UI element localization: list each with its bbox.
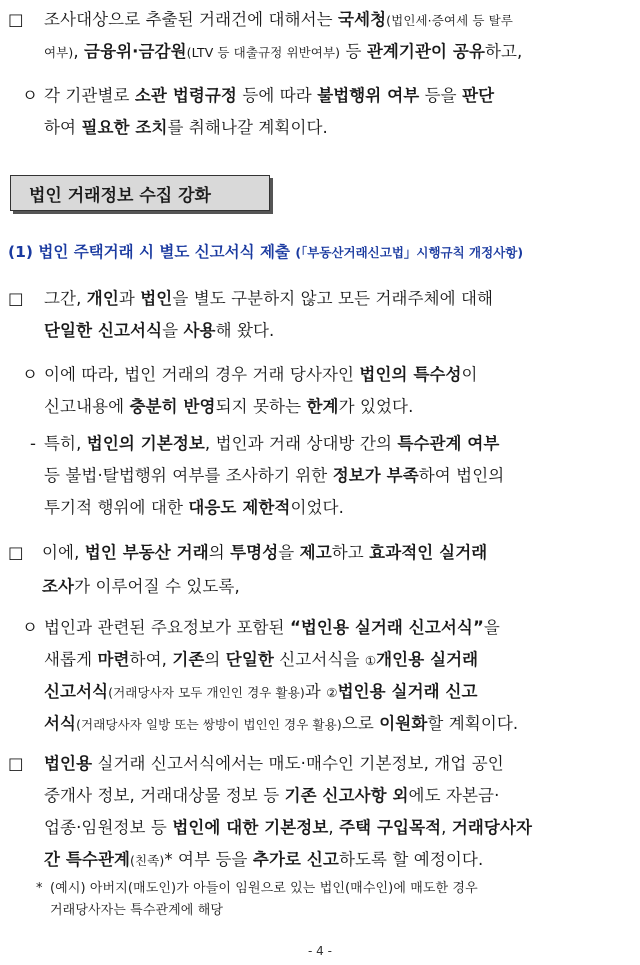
paragraph-b4 bbox=[0, 359, 640, 423]
text-run: 제고 bbox=[299, 543, 332, 562]
line-text bbox=[44, 844, 640, 877]
text-run: 서식 bbox=[44, 714, 77, 733]
text-run: 가 이루어질 수 있도록, bbox=[74, 577, 240, 596]
line bbox=[0, 676, 640, 708]
line-text bbox=[44, 780, 640, 812]
line bbox=[0, 708, 640, 740]
paragraph-b1 bbox=[0, 4, 640, 68]
text-run: 신고서식 bbox=[44, 682, 109, 701]
line bbox=[0, 80, 640, 112]
line-text bbox=[44, 36, 640, 69]
text-run: 특히, bbox=[44, 434, 87, 453]
text-run: 투명성 bbox=[230, 543, 279, 562]
text-run: 을 bbox=[278, 543, 300, 562]
bullet-marker: □ bbox=[8, 10, 24, 29]
text-run: 조사 bbox=[42, 577, 75, 596]
text-run: 하여 bbox=[44, 118, 82, 137]
line bbox=[0, 536, 640, 570]
text-run: 신고서식을 bbox=[273, 650, 365, 669]
paragraph-b6 bbox=[0, 536, 640, 604]
text-run: 단일한 bbox=[225, 650, 274, 669]
paragraph-b8 bbox=[0, 748, 640, 876]
line-text bbox=[50, 900, 640, 922]
line-text bbox=[44, 748, 640, 780]
text-run: 과 bbox=[304, 682, 327, 701]
text-run: 그간, bbox=[44, 289, 87, 308]
line-text bbox=[44, 676, 640, 709]
text-run: 실거래 신고서식에서는 매도·매수인 기본정보, 개업 공인 bbox=[92, 754, 504, 773]
text-run: 을 bbox=[483, 618, 500, 637]
text-run: (법인세·증여세 등 탈루 bbox=[386, 13, 513, 28]
line-text bbox=[44, 644, 640, 677]
text-run: 에도 자본금· bbox=[408, 786, 500, 805]
paragraph-b2 bbox=[0, 80, 640, 144]
text-run: 투기적 행위에 대한 bbox=[44, 498, 189, 517]
text-run: “법인용 실거래 신고서식” bbox=[289, 618, 484, 637]
text-run: 과 bbox=[118, 289, 141, 308]
text-run: 기존 bbox=[172, 650, 205, 669]
line bbox=[0, 612, 640, 644]
bullet-marker: - bbox=[30, 434, 36, 453]
text-run: 으로 bbox=[341, 714, 380, 733]
line-text bbox=[44, 812, 640, 844]
text-run: 추가로 신고 bbox=[252, 850, 339, 869]
bullet-marker: □ bbox=[8, 754, 24, 773]
text-run: , bbox=[328, 818, 340, 837]
text-run: 등에 따라 bbox=[236, 86, 318, 105]
line bbox=[0, 812, 640, 844]
text-run: , 법인과 거래 상대방 간의 bbox=[204, 434, 398, 453]
line bbox=[0, 878, 640, 900]
text-run: 를 취해나갈 계획이다. bbox=[167, 118, 328, 137]
text-run: 법인 부동산 거래 bbox=[84, 543, 209, 562]
text-run: 거래당사자는 특수관계에 해당 bbox=[50, 903, 224, 918]
text-run: 하고 bbox=[331, 543, 370, 562]
text-run: 불법행위 여부 bbox=[317, 86, 420, 105]
text-run: 단일한 신고서식 bbox=[44, 321, 163, 340]
line bbox=[0, 492, 640, 524]
text-run: 법인용 bbox=[44, 754, 93, 773]
bullet-marker: ㅇ bbox=[22, 86, 38, 105]
line bbox=[0, 844, 640, 876]
line-text bbox=[50, 878, 640, 900]
text-run: 해 왔다. bbox=[215, 321, 275, 340]
text-run: 개인 bbox=[86, 289, 119, 308]
bullet-marker: ㅇ bbox=[22, 618, 38, 637]
line-text bbox=[44, 708, 640, 741]
text-run: 이었다. bbox=[290, 498, 344, 517]
text-run: 등 불법·탈법행위 여부를 조사하기 위한 bbox=[44, 466, 333, 485]
text-run: 개인용 실거래 bbox=[376, 650, 479, 669]
text-run: 마련 bbox=[97, 650, 130, 669]
text-run: 가 있었다. bbox=[338, 397, 414, 416]
text-run: ① bbox=[364, 653, 377, 668]
text-run: 거래당사자 bbox=[451, 818, 533, 837]
text-run: 법인용 실거래 신고 bbox=[337, 682, 478, 701]
text-run: 이에 따라, 법인 거래의 경우 거래 당사자인 bbox=[44, 365, 360, 384]
text-run: (LTV 등 대출규정 위반여부) bbox=[186, 45, 341, 60]
line bbox=[0, 36, 640, 68]
line bbox=[0, 391, 640, 423]
line bbox=[0, 428, 640, 460]
text-run: (예시) 아버지(매도인)가 아들이 임원으로 있는 법인(매수인)에 매도한 경우 bbox=[50, 881, 478, 896]
bullet-marker: * bbox=[36, 881, 43, 896]
line-text bbox=[44, 460, 640, 492]
line-text bbox=[44, 612, 640, 644]
text-run: 하여, bbox=[129, 650, 173, 669]
heading-sub: (「부동산거래신고법」시행규칙 개정사항) bbox=[295, 245, 524, 260]
text-run: 법인 bbox=[140, 289, 173, 308]
text-run: , bbox=[441, 818, 452, 837]
paragraph-b7 bbox=[0, 612, 640, 740]
text-run: 등을 bbox=[419, 86, 463, 105]
text-run: 법인의 특수성 bbox=[359, 365, 462, 384]
line bbox=[0, 570, 640, 604]
text-run: 금융위·금감원 bbox=[84, 42, 187, 61]
subsection-heading bbox=[8, 240, 638, 262]
text-run: , bbox=[73, 42, 85, 61]
section-title-box bbox=[10, 175, 270, 211]
line bbox=[0, 460, 640, 492]
text-run: (친족) bbox=[130, 853, 165, 868]
paragraph-b5 bbox=[0, 428, 640, 524]
text-run: 중개사 정보, 거래대상물 정보 등 bbox=[44, 786, 285, 805]
text-run: 소관 법령규정 bbox=[134, 86, 237, 105]
text-run: 법인에 대한 기본정보 bbox=[172, 818, 329, 837]
text-run: 새롭게 bbox=[44, 650, 98, 669]
line-text bbox=[44, 112, 640, 144]
text-run: 이원화 bbox=[379, 714, 428, 733]
text-run: 국세청 bbox=[338, 10, 387, 29]
line-text bbox=[44, 492, 640, 524]
text-run: (거래당사자 일방 또는 쌍방이 법인인 경우 활용) bbox=[76, 717, 342, 732]
text-run: 을 별도 구분하지 않고 모든 거래주체에 대해 bbox=[172, 289, 494, 308]
text-run: 정보가 부족 bbox=[332, 466, 419, 485]
text-run: * 여부 등을 bbox=[164, 850, 253, 869]
text-run: 업종·임원정보 등 bbox=[44, 818, 173, 837]
line-text bbox=[44, 391, 640, 423]
text-run: 효과적인 실거래 bbox=[369, 543, 488, 562]
text-run: 하도록 할 예정이다. bbox=[338, 850, 484, 869]
text-run: 등 bbox=[340, 42, 367, 61]
text-run: 할 계획이다. bbox=[427, 714, 519, 733]
text-run: 되지 못하는 bbox=[215, 397, 307, 416]
text-run: 신고내용에 bbox=[44, 397, 130, 416]
line bbox=[0, 748, 640, 780]
line-text bbox=[42, 570, 640, 604]
line bbox=[0, 283, 640, 315]
line bbox=[0, 780, 640, 812]
text-run: 사용 bbox=[183, 321, 216, 340]
section-title: 법인 거래정보 수집 강화 bbox=[29, 186, 211, 206]
line-text bbox=[44, 315, 640, 347]
line-text bbox=[42, 536, 640, 570]
text-run: 주택 구입목적 bbox=[339, 818, 442, 837]
text-run: 특수관계 여부 bbox=[397, 434, 500, 453]
footnote bbox=[0, 878, 640, 922]
line bbox=[0, 112, 640, 144]
text-run: 각 기관별로 bbox=[44, 86, 135, 105]
text-run: 하고, bbox=[484, 42, 523, 61]
line-text bbox=[44, 359, 640, 391]
text-run: 충분히 반영 bbox=[129, 397, 216, 416]
text-run: 대응도 제한적 bbox=[188, 498, 291, 517]
paragraph-b3 bbox=[0, 283, 640, 347]
text-run: 을 bbox=[162, 321, 184, 340]
bullet-marker: ㅇ bbox=[22, 365, 38, 384]
text-run: 조사대상으로 추출된 거래건에 대해서는 bbox=[44, 10, 339, 29]
text-run: 하여 법인의 bbox=[418, 466, 505, 485]
text-run: 법인과 관련된 주요정보가 포함된 bbox=[44, 618, 290, 637]
text-run: (거래당사자 모두 개인인 경우 활용) bbox=[108, 685, 305, 700]
line-text bbox=[44, 4, 640, 37]
text-run: 간 특수관계 bbox=[44, 850, 131, 869]
line-text bbox=[44, 428, 640, 460]
text-run: 의 bbox=[208, 543, 231, 562]
text-run: 기존 신고사항 외 bbox=[284, 786, 409, 805]
page-number: - 4 - bbox=[308, 944, 332, 958]
line bbox=[0, 359, 640, 391]
text-run: 이 bbox=[461, 365, 478, 384]
line bbox=[0, 900, 640, 922]
text-run: 한계 bbox=[306, 397, 339, 416]
text-run: 필요한 조치 bbox=[81, 118, 168, 137]
bullet-marker: □ bbox=[8, 289, 24, 308]
bullet-marker: □ bbox=[8, 543, 24, 562]
text-run: 판단 bbox=[462, 86, 495, 105]
text-run: ② bbox=[326, 685, 338, 700]
line-text bbox=[44, 80, 640, 112]
text-run: 의 bbox=[204, 650, 226, 669]
line bbox=[0, 644, 640, 676]
line bbox=[0, 315, 640, 347]
text-run: 여부) bbox=[44, 45, 74, 60]
line-text bbox=[44, 283, 640, 315]
heading-main: (1) 법인 주택거래 시 별도 신고서식 제출 bbox=[8, 243, 290, 261]
text-run: 법인의 기본정보 bbox=[86, 434, 205, 453]
text-run: 관계기관이 공유 bbox=[366, 42, 485, 61]
text-run: 이에, bbox=[42, 543, 85, 562]
line bbox=[0, 4, 640, 36]
